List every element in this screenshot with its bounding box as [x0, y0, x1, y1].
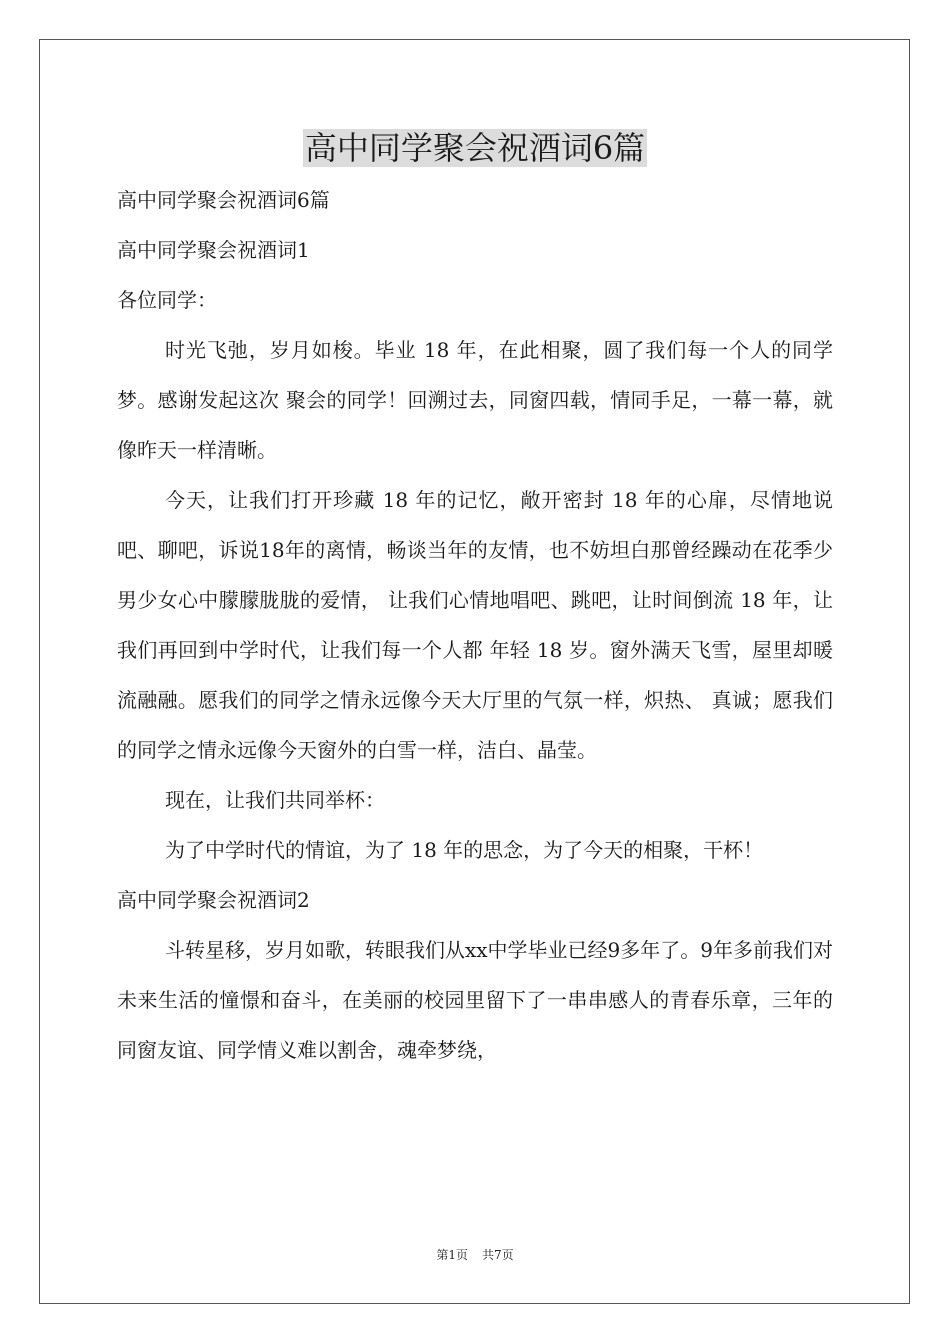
body-paragraph: 为了中学时代的情谊，为了 18 年的思念，为了今天的相聚，干杯！	[165, 838, 764, 862]
page-number-total: 共7页	[482, 1248, 514, 1262]
page-number-current: 第1页	[436, 1248, 468, 1262]
salutation: 各位同学：	[117, 288, 217, 312]
document-title	[0, 124, 950, 172]
section-heading-2: 高中同学聚会祝酒词2	[117, 888, 310, 912]
body-paragraph: 今天，让我们打开珍藏 18 年的记忆，敞开密封 18 年的心扉，尽情地说吧、聊吧，诉说18年的离情，畅谈当年的友情，也不妨坦白那曾经躁动在花季少男少女心中朦朦胧胧的爱情， 让我们心情地唱吧、跳吧，让时间倒流 18 年，让我们再回到中学时代，让我们每一个人都 年轻 18 岁。窗外满天飞雪，屋里却暖流融融。愿我们的同学之情永远像今天大厅里的气氛一样，炽热、 真诚；愿我们的同学之情永远像今天窗外的白雪一样，洁白、晶莹。	[117, 488, 833, 762]
body-paragraph: 时光飞弛，岁月如梭。毕业 18 年，在此相聚，圆了我们每一个人的同学梦。感谢发起这次 聚会的同学！回溯过去，同窗四载，情同手足，一幕一幕，就像昨天一样清晰。	[117, 338, 833, 462]
body-paragraph: 现在，让我们共同举杯：	[165, 788, 385, 812]
paragraph-subtitle: 高中同学聚会祝酒词6篇	[117, 188, 330, 212]
document-body	[117, 175, 833, 1075]
page-footer	[0, 1247, 950, 1263]
body-paragraph: 斗转星移，岁月如歌，转眼我们从xx中学毕业已经9多年了。9年多前我们对未来生活的憧憬和奋斗，在美丽的校园里留下了一串串感人的青春乐章，三年的同窗友谊、同学情义难以割舍，魂牵梦绕，	[117, 938, 834, 1062]
document-title-text: 高中同学聚会祝酒词6篇	[304, 129, 646, 167]
section-heading-1: 高中同学聚会祝酒词1	[117, 238, 310, 262]
